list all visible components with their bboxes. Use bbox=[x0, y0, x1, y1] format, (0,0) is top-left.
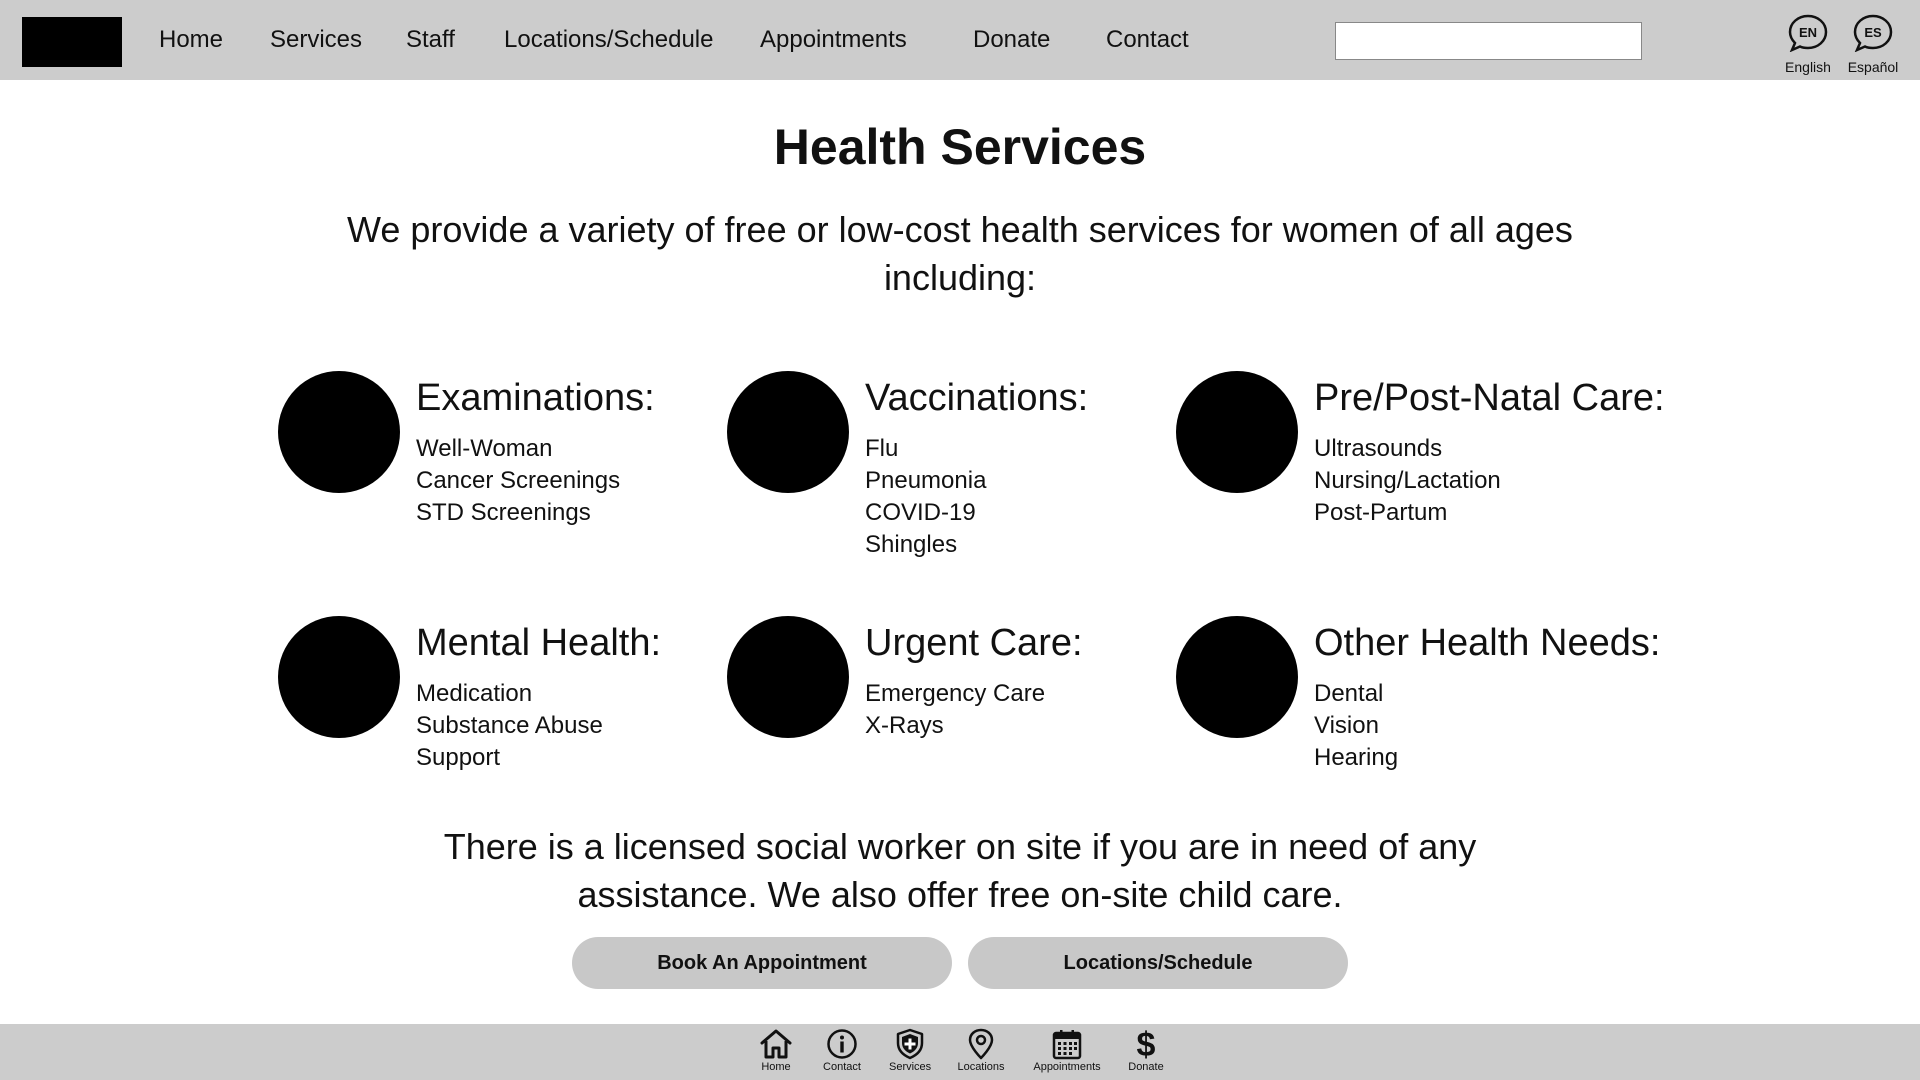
footer-nav-label: Appointments bbox=[1033, 1061, 1101, 1073]
service-item: X-Rays bbox=[865, 712, 944, 739]
service-image-placeholder bbox=[1176, 616, 1298, 738]
nav-staff[interactable]: Staff bbox=[406, 26, 455, 53]
calendar-icon bbox=[1050, 1028, 1084, 1060]
site-logo[interactable] bbox=[22, 17, 122, 67]
language-label: Español bbox=[1847, 59, 1899, 75]
service-vaccinations bbox=[727, 371, 1167, 571]
nav-locations-schedule[interactable]: Locations/Schedule bbox=[504, 26, 714, 53]
map-pin-icon bbox=[964, 1028, 998, 1060]
service-title: Examinations: bbox=[416, 377, 655, 419]
service-item: Cancer Screenings bbox=[416, 467, 621, 494]
service-item: Hearing bbox=[1314, 744, 1399, 771]
service-urgent-care bbox=[727, 616, 1167, 816]
service-item: Vision bbox=[1314, 712, 1379, 739]
service-image-placeholder bbox=[727, 616, 849, 738]
footer-nav-donate[interactable] bbox=[1126, 1028, 1166, 1073]
footer-nav-label: Home bbox=[761, 1061, 791, 1073]
service-title: Vaccinations: bbox=[865, 377, 1089, 419]
service-item-list bbox=[865, 433, 986, 561]
language-code: ES bbox=[1864, 25, 1882, 40]
nav-appointments[interactable]: Appointments bbox=[760, 26, 907, 53]
nav-donate[interactable]: Donate bbox=[973, 26, 1051, 53]
service-item: Emergency Care bbox=[865, 680, 1046, 707]
service-pre-post-natal-care bbox=[1176, 371, 1665, 571]
page-title: Health Services bbox=[773, 119, 1147, 175]
service-image-placeholder bbox=[278, 371, 400, 493]
language-spanish-button[interactable] bbox=[1838, 14, 1908, 75]
social-worker-note: There is a licensed social worker on site if you are in need of any assistance. We also offer free on-site child care. bbox=[443, 826, 1477, 915]
nav-services[interactable]: Services bbox=[270, 26, 363, 53]
footer-nav-services[interactable] bbox=[889, 1028, 931, 1073]
service-title: Mental Health: bbox=[416, 622, 662, 664]
book-appointment-button[interactable]: Book An Appointment bbox=[572, 937, 952, 989]
language-code: EN bbox=[1798, 25, 1818, 40]
footer-nav-label: Donate bbox=[1128, 1061, 1164, 1073]
service-title: Urgent Care: bbox=[865, 622, 1083, 664]
service-item: STD Screenings bbox=[416, 499, 591, 526]
top-navigation-bar bbox=[0, 0, 1920, 80]
footer-nav-label: Locations bbox=[957, 1061, 1005, 1073]
footer-nav-locations[interactable] bbox=[956, 1028, 1006, 1073]
service-item: Dental bbox=[1314, 680, 1384, 707]
dollar-icon bbox=[1129, 1028, 1163, 1060]
language-label: English bbox=[1785, 59, 1831, 75]
service-image-placeholder bbox=[1176, 371, 1298, 493]
locations-schedule-button[interactable]: Locations/Schedule bbox=[968, 937, 1348, 989]
service-item: COVID-19 bbox=[865, 499, 976, 526]
search-input[interactable] bbox=[1335, 22, 1642, 60]
service-item: Support bbox=[416, 744, 501, 771]
intro-text: We provide a variety of free or low-cost health services for women of all ages including: bbox=[347, 209, 1573, 298]
service-examinations bbox=[278, 371, 718, 571]
service-item: Nursing/Lactation bbox=[1314, 467, 1501, 494]
nav-contact[interactable]: Contact bbox=[1106, 26, 1189, 53]
service-item: Shingles bbox=[865, 531, 958, 558]
service-item-list bbox=[416, 433, 620, 529]
footer-nav-label: Contact bbox=[823, 1061, 861, 1073]
service-image-placeholder bbox=[727, 371, 849, 493]
service-item-list bbox=[1314, 433, 1501, 529]
service-item: Substance Abuse bbox=[416, 712, 603, 739]
service-item: Medication bbox=[416, 680, 533, 707]
service-title: Other Health Needs: bbox=[1314, 622, 1661, 664]
footer-nav-label: Services bbox=[889, 1061, 932, 1073]
service-mental-health bbox=[278, 616, 718, 816]
bottom-navigation-bar bbox=[0, 1024, 1920, 1080]
home-icon bbox=[759, 1028, 793, 1060]
footer-nav-appointments[interactable] bbox=[1032, 1028, 1102, 1073]
svg-text:$: $ bbox=[1136, 1028, 1156, 1060]
service-item-list bbox=[865, 678, 1045, 742]
footer-nav-contact[interactable] bbox=[822, 1028, 862, 1073]
service-image-placeholder bbox=[278, 616, 400, 738]
service-item: Flu bbox=[865, 435, 899, 462]
speech-bubble-icon bbox=[1787, 14, 1829, 52]
footer-nav-home[interactable] bbox=[756, 1028, 796, 1073]
shield-plus-icon bbox=[893, 1028, 927, 1060]
speech-bubble-icon bbox=[1852, 14, 1894, 52]
language-english-button[interactable] bbox=[1773, 14, 1843, 75]
service-item-list bbox=[1314, 678, 1398, 774]
service-item: Pneumonia bbox=[865, 467, 987, 494]
service-item: Well-Woman bbox=[416, 435, 553, 462]
service-item: Post-Partum bbox=[1314, 499, 1448, 526]
service-title: Pre/Post-Natal Care: bbox=[1314, 377, 1665, 419]
nav-home[interactable]: Home bbox=[159, 26, 224, 53]
service-item: Ultrasounds bbox=[1314, 435, 1443, 462]
service-other-health-needs bbox=[1176, 616, 1661, 816]
info-icon bbox=[825, 1028, 859, 1060]
service-item-list bbox=[416, 678, 603, 774]
